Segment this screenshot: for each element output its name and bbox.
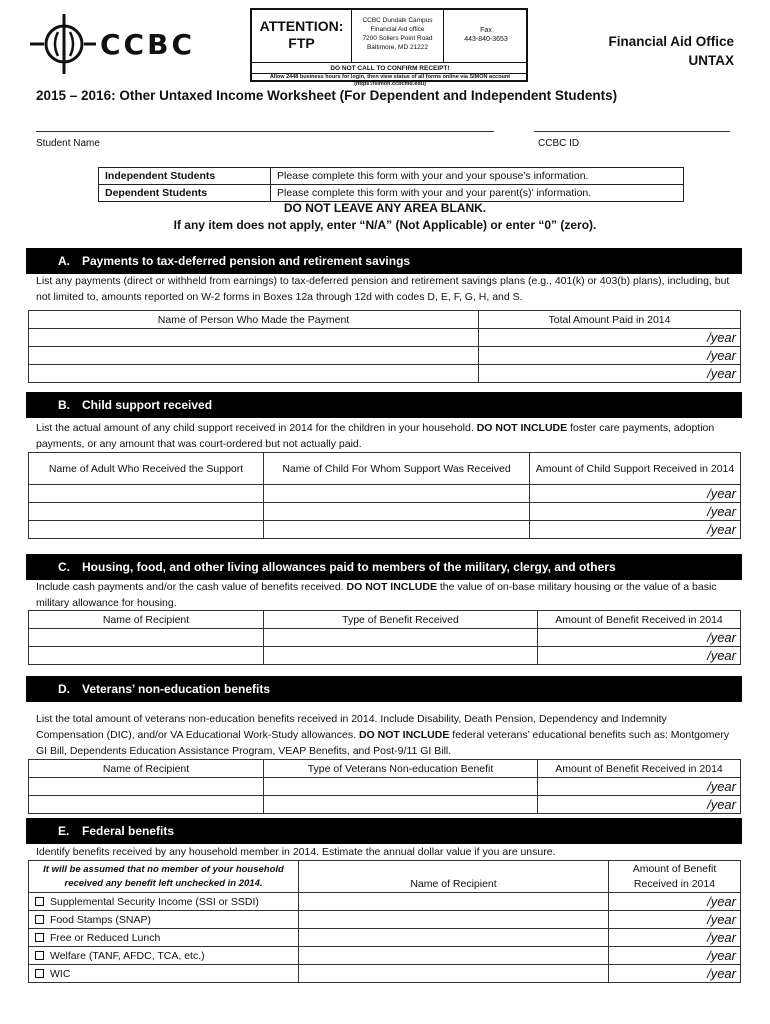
checkbox[interactable] — [35, 969, 44, 978]
student-name-field[interactable] — [36, 131, 494, 132]
section-c-header: C. Housing, food, and other living allowances paid to members of the military, clergy, and others — [26, 554, 742, 580]
table-header-row: Name of Recipient Type of Veterans Non-education Benefit Amount of Benefit Received in 2014 — [29, 760, 741, 778]
table-header-row: Name of Person Who Made the Payment Total Amount Paid in 2014 — [29, 311, 741, 329]
table-row[interactable]: /year — [29, 347, 741, 365]
section-e-description: Identify benefits received by any household member in 2014. Estimate the annual dollar value if you are unsure. — [36, 846, 556, 858]
table-row[interactable]: Supplemental Security Income (SSI or SSDI) /year — [29, 893, 741, 911]
fax-number: Fax 443-840-3653 — [464, 27, 508, 43]
ccbc-id-field[interactable] — [534, 131, 730, 132]
table-row[interactable]: /year — [29, 485, 741, 503]
section-e-header: E. Federal benefits — [26, 818, 742, 844]
page-title: 2015 – 2016: Other Untaxed Income Worksheet (For Dependent and Independent Students) — [36, 88, 618, 103]
table-row[interactable]: /year — [29, 778, 741, 796]
ccbc-id-label: CCBC ID — [538, 138, 580, 149]
table-row[interactable]: /year — [29, 503, 741, 521]
office-heading: Financial Aid Office UNTAX — [608, 34, 734, 68]
student-name-label: Student Name — [36, 138, 100, 149]
table-row[interactable]: WIC /year — [29, 965, 741, 983]
table-row[interactable]: /year — [29, 365, 741, 383]
table-header-row: Name of Recipient Type of Benefit Received Amount of Benefit Received in 2014 — [29, 611, 741, 629]
table-row: Independent Students Please complete this form with your and your spouse’s information. — [99, 168, 684, 185]
section-d-table — [28, 759, 741, 814]
notice-na: If any item does not apply, enter “N/A” (Not Applicable) or enter “0” (zero). — [173, 218, 597, 232]
section-b-table — [28, 452, 741, 539]
section-b-header: B. Child support received — [26, 392, 742, 418]
checkbox[interactable] — [35, 933, 44, 942]
instruction-table — [98, 167, 684, 202]
table-row[interactable]: /year — [29, 796, 741, 814]
table-row[interactable]: /year — [29, 629, 741, 647]
checkbox[interactable] — [35, 915, 44, 924]
table-row[interactable]: Welfare (TANF, AFDC, TCA, etc.) /year — [29, 947, 741, 965]
checkbox[interactable] — [35, 951, 44, 960]
table-row: Dependent Students Please complete this form with your and your parent(s)’ information. — [99, 185, 684, 202]
fax-attention-box — [250, 8, 528, 87]
notice-no-blank: DO NOT LEAVE ANY AREA BLANK. — [283, 201, 487, 215]
table-row[interactable]: /year — [29, 521, 741, 539]
table-header-row: Name of Adult Who Received the Support Name of Child For Whom Support Was Received Amount of Child Support Received in 2014 — [29, 453, 741, 485]
attention-label: ATTENTION: FTP — [252, 10, 352, 62]
section-b-description: List the actual amount of any child support received in 2014 for the children in your household. DO NOT INCLUDE foster care payments, adoption payments, or any amount that was court-ordered but not actually paid. — [36, 422, 715, 450]
section-a-header: A. Payments to tax-deferred pension and retirement savings — [26, 248, 742, 274]
section-c-table — [28, 610, 741, 665]
confirm-warning: DO NOT CALL TO CONFIRM RECEIPT! — [252, 62, 528, 74]
table-row[interactable]: /year — [29, 647, 741, 665]
section-a-description: List any payments (direct or withheld from earnings) to tax-deferred pension and retirement savings plans (e.g., 401(k) or 403(b) plans), including, but not limited to, amounts reported on W-2 forms in Boxes 12a through 12d with codes D, E, F, G, H, and S. — [36, 275, 730, 303]
table-row[interactable]: /year — [29, 329, 741, 347]
section-c-description: Include cash payments and/or the cash value of benefits received. DO NOT INCLUDE the value of on-base military housing or the value of a basic military allowance for housing. — [36, 581, 717, 609]
section-a-table — [28, 310, 741, 383]
table-row[interactable]: Free or Reduced Lunch /year — [29, 929, 741, 947]
section-e-table — [28, 860, 741, 983]
logo-wordmark: CCBC — [100, 28, 195, 61]
table-row[interactable]: Food Stamps (SNAP) /year — [29, 911, 741, 929]
campus-address: CCBC Dundalk Campus Financial Aid office 7200 Sollers Point Road Baltimore, MD 21222 — [352, 10, 444, 62]
processing-note: Allow 2448 business hours for login, then view status of all forms online via SIMON account (https://simon.ccbcmd.edu) — [269, 74, 511, 87]
section-d-description: List the total amount of veterans non-education benefits received in 2014. Include Disability, Death Pension, Dependency and Indemnity Compensation (DIC), and/or VA Educational Work-Study allowances. DO NOT INCLUDE federal veterans’ educational benefits such as: Montgomery GI Bill, Dependents Education Assistance Program, VEAP Benefits, and Post-9/11 GI Bill. — [36, 713, 730, 757]
checkbox[interactable] — [35, 897, 44, 906]
table-header-row: It will be assumed that no member of your household received any benefit left unchecked in 2014. Name of Recipient Amount of Benefit Received in 2014 — [29, 861, 741, 893]
section-d-header: D. Veterans’ non-education benefits — [26, 676, 742, 702]
